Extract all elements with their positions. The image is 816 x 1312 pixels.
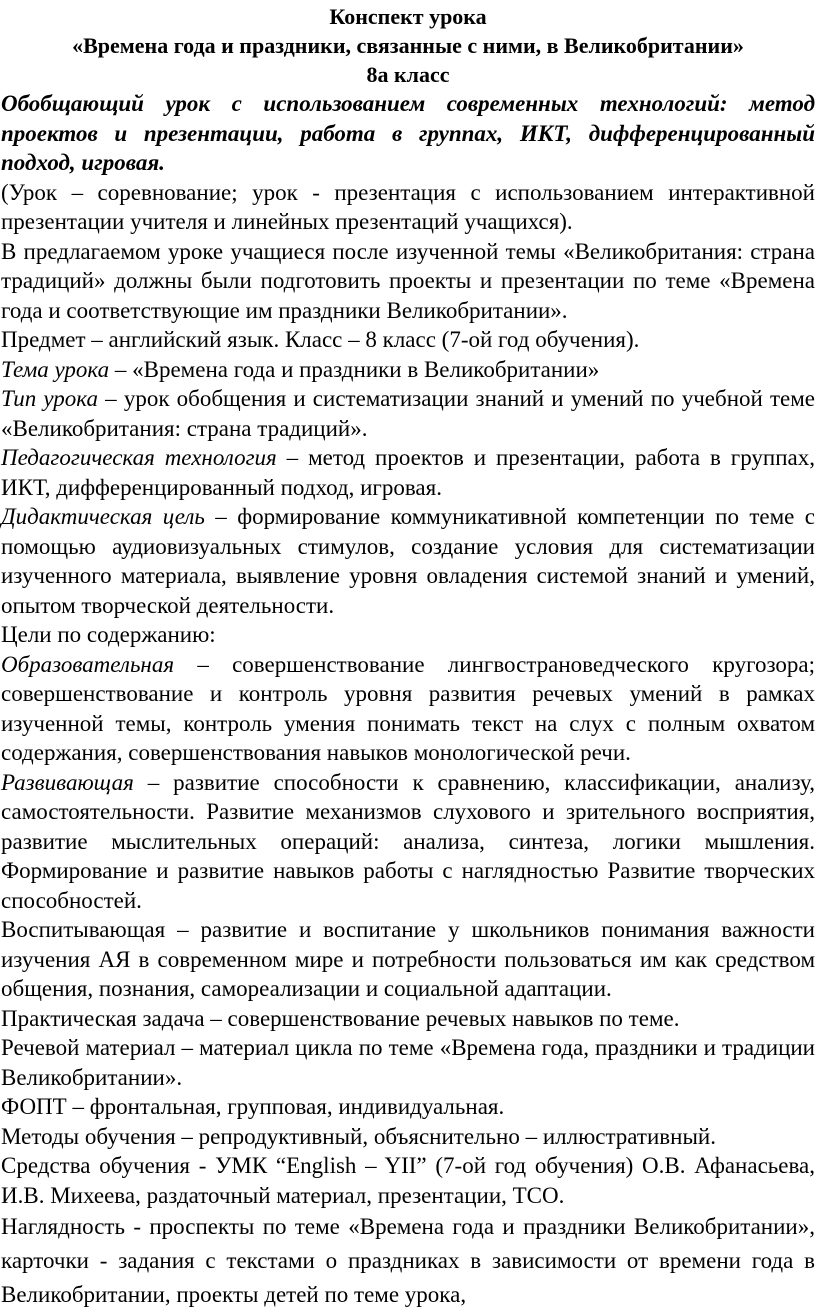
grade-label: 8а класс: [366, 62, 450, 87]
educational-goal-label: Образовательная: [1, 651, 175, 677]
developing-goal-text: – развитие способности к сравнению, классификации, анализу, самостоятельности. Развитие механизмов слухового и зрительного восприятия, развитие мыслительных операций: анализа, синтеза, логики мышления. Формирование и развитие навыков работы с наглядностью Развитие творческих способностей.: [1, 769, 815, 913]
didactic-goal-label: Дидактическая цель: [1, 504, 205, 529]
developing-goal-label: Развивающая: [1, 769, 134, 795]
paragraph-lesson-kind: [1, 384, 815, 443]
paragraph-fopt: ФОПТ – фронтальная, групповая, индивидуальная.: [1, 1094, 505, 1119]
paragraph-topic: [1, 355, 815, 385]
educational-goal-text: – совершенствование лингвострановедческого кругозора; совершенствование и контроль уровня развития речевых умений в рамках изученной темы, контроль умения понимать текст на слух с полным охватом содержания, совершенствования навыков монологической речи.: [1, 651, 815, 765]
lesson-summary: Обобщающий урок с использованием современных технологий: метод проектов и презентации, работа в группах, ИКТ, дифференцированный подход, игровая.: [1, 91, 815, 175]
paragraph-intro: В предлагаемом уроке учащиеся после изученной темы «Великобритания: страна традиций» должны были подготовить проекты и презентации по теме «Времена года и соответствующие им праздники Великобритании».: [1, 238, 815, 323]
document-subtitle: «Времена года и праздники, связанные с ними, в Великобритании»: [72, 33, 744, 58]
paragraph-technology: [1, 443, 815, 502]
paragraph-educational-goal: [1, 650, 815, 768]
paragraph-practical-task: Практическая задача – совершенствование речевых навыков по теме.: [1, 1005, 680, 1031]
paragraph-lesson-type-note: (Урок – соревнование; урок - презентация с использованием интерактивной презентации учителя и линейных презентаций учащихся).: [1, 179, 815, 234]
paragraph-developing-goal: [1, 768, 815, 916]
lesson-kind-text: – урок обобщения и систематизации знаний и умений по учебной теме «Великобритания: страна традиций».: [1, 386, 815, 441]
technology-label: Педагогическая технология: [1, 445, 277, 470]
paragraph-teaching-aids: Средства обучения - УМК “English – YII” (7-ой год обучения) О.В. Афанасьева, И.В. Михеева, раздаточный материал, презентации, ТСО.: [1, 1153, 815, 1208]
paragraph-upbringing-goal: Воспитывающая – развитие и воспитание у школьников понимания важности изучения АЯ в современном мире и потребности пользоваться им как средством общения, познания, самореализации и социальной адаптации.: [1, 917, 815, 1001]
paragraph-didactic-goal: [1, 502, 815, 620]
didactic-goal-text: – формирование коммуникативной компетенции по теме с помощью аудиовизуальных стимулов, создание условия для систематизации изученного материала, выявление уровня овладения системой знаний и умений, опытом творческой деятельности.: [1, 504, 815, 618]
paragraph-content-goals: Цели по содержанию:: [1, 622, 216, 647]
paragraph-teaching-methods: Методы обучения – репродуктивный, объяснительно – иллюстративный.: [1, 1123, 716, 1149]
paragraph-speech-material: Речевой материал – материал цикла по теме «Времена года, праздники и традиции Великобритании».: [1, 1035, 815, 1090]
paragraph-visual-aids: Наглядность - проспекты по теме «Времена года и праздники Великобритании», карточки - задания с текстами о праздниках в зависимости от времени года в Великобритании, проекты детей по теме урока,: [1, 1214, 815, 1307]
paragraph-subject: Предмет – английский язык. Класс – 8 класс (7-ой год обучения).: [1, 327, 640, 352]
topic-label: Тема урока: [1, 356, 110, 382]
lesson-kind-label: Тип урока: [1, 386, 98, 411]
document-title: Конспект урока: [329, 4, 487, 29]
technology-text: – метод проектов и презентации, работа в группах, ИКТ, дифференцированный подход, игровая.: [1, 445, 816, 500]
topic-text: – «Времена года и праздники в Великобритании»: [109, 356, 600, 382]
